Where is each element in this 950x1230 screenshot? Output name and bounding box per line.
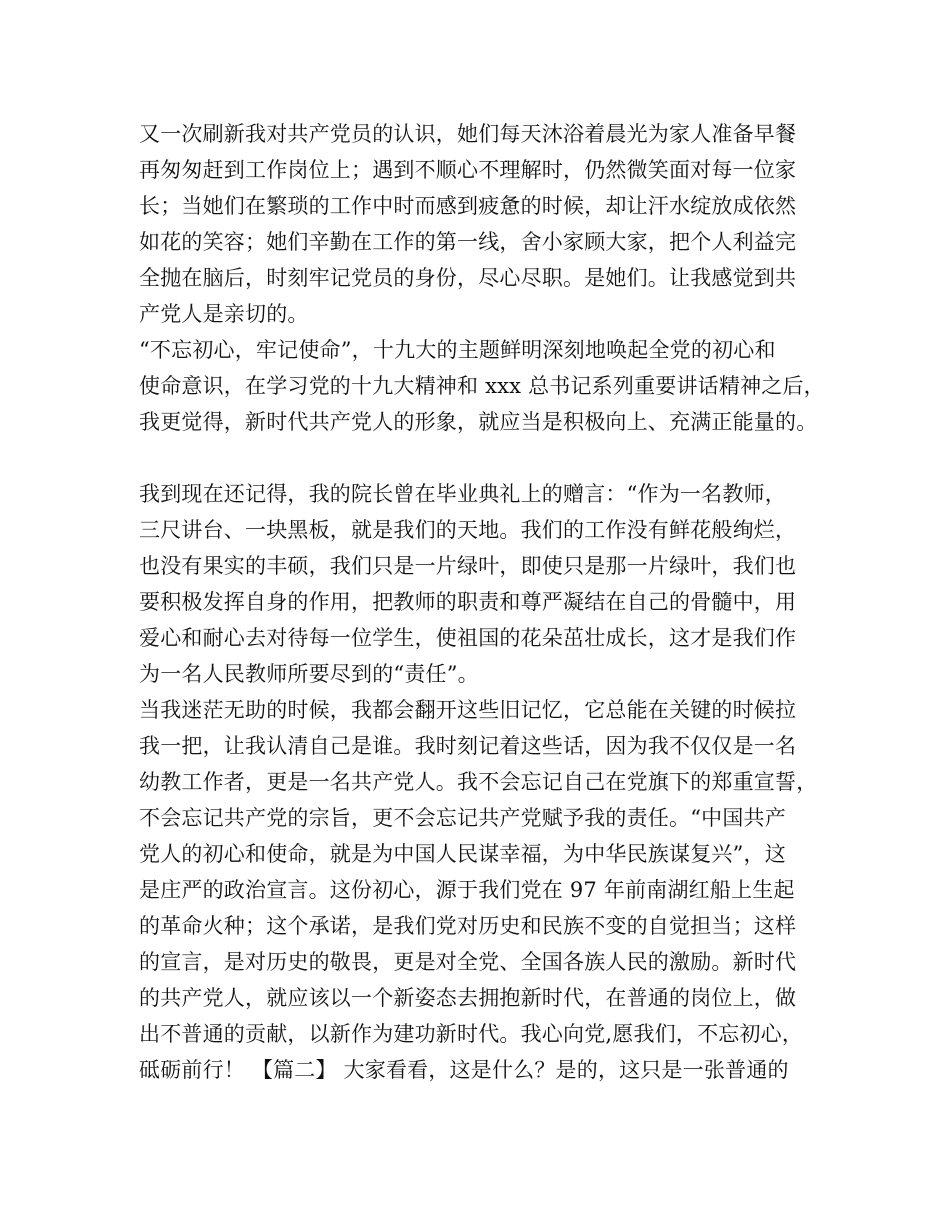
- paragraph-3-line-3: 也没有果实的丰硕，我们只是一片绿叶，即使只是那一片绿叶，我们也: [139, 554, 797, 578]
- paragraph-4-line-2: 我一把，让我认清自己是谁。我时刻记着这些话，因为我不仅仅是一名: [139, 734, 797, 758]
- paragraph-4-line-8: 的宣言，是对历史的敬畏，更是对全党、全国各族人民的激励。新时代: [139, 950, 797, 974]
- paragraph-3-line-5: 爱心和耐心去对待每一位学生，使祖国的花朵茁壮成长，这才是我们作: [139, 626, 797, 650]
- paragraph-1-line-5: 全抛在脑后，时刻牢记党员的身份，尽心尽职。是她们。让我感觉到共: [139, 266, 797, 290]
- paragraph-4-line-4: 不会忘记共产党的宗旨，更不会忘记共产党赋予我的责任。“中国共产: [139, 806, 786, 830]
- paragraph-3-line-1: 我到现在还记得，我的院长曾在毕业典礼上的赠言：“作为一名教师，: [139, 482, 786, 506]
- paragraph-1-line-4: 如花的笑容；她们辛勤在工作的第一线，舍小家顾大家，把个人利益完: [139, 230, 797, 254]
- paragraph-3-line-6: 为一名人民教师所要尽到的“责任”。: [139, 662, 479, 686]
- paragraph-4-line-5: 党人的初心和使命，就是为中国人民谋幸福，为中华民族谋复兴”，这: [139, 842, 786, 866]
- paragraph-4-line-9: 的共产党人，就应该以一个新姿态去拥抱新时代，在普通的岗位上，做: [139, 986, 797, 1010]
- paragraph-4-line-1: 当我迷茫无助的时候，我都会翻开这些旧记忆，它总能在关键的时候拉: [139, 698, 797, 722]
- paragraph-1-line-1: 又一次刷新我对共产党员的认识，她们每天沐浴着晨光为家人准备早餐: [139, 122, 797, 146]
- paragraph-2-line-3: 我更觉得，新时代共产党人的形象，就应当是积极向上、充满正能量的。: [139, 410, 818, 434]
- paragraph-1-line-6: 产党人是亲切的。: [139, 302, 309, 326]
- paragraph-3-line-4: 要积极发挥自身的作用，把教师的职责和尊严凝结在自己的骨髓中，用: [139, 590, 797, 614]
- paragraph-4-line-3: 幼教工作者，更是一名共产党人。我不会忘记自己在党旗下的郑重宣誓，: [139, 770, 818, 794]
- paragraph-4-line-11: 砥砺前行！ 【篇二】 大家看看，这是什么？是的，这只是一张普通的: [139, 1058, 789, 1082]
- paragraph-4-line-6: 是庄严的政治宣言。这份初心，源于我们党在 97 年前南湖红船上生起: [139, 878, 795, 902]
- paragraph-1-line-3: 长；当她们在繁琐的工作中时而感到疲惫的时候，却让汗水绽放成依然: [139, 194, 797, 218]
- paragraph-1-line-2: 再匆匆赶到工作岗位上；遇到不顺心不理解时，仍然微笑面对每一位家: [139, 158, 797, 182]
- paragraph-4-line-10: 出不普通的贡献，以新作为建功新时代。我心向党,愿我们，不忘初心，: [139, 1022, 804, 1046]
- paragraph-2-line-1: “不忘初心，牢记使命”，十九大的主题鲜明深刻地唤起全党的初心和: [139, 338, 776, 362]
- paragraph-2-line-2: 使命意识，在学习党的十九大精神和 xxx 总书记系列重要讲话精神之后，: [139, 374, 825, 398]
- paragraph-3-line-2: 三尺讲台、一块黑板，就是我们的天地。我们的工作没有鲜花般绚烂，: [139, 518, 797, 542]
- paragraph-4-line-7: 的革命火种；这个承诺，是我们党对历史和民族不变的自觉担当；这样: [139, 914, 797, 938]
